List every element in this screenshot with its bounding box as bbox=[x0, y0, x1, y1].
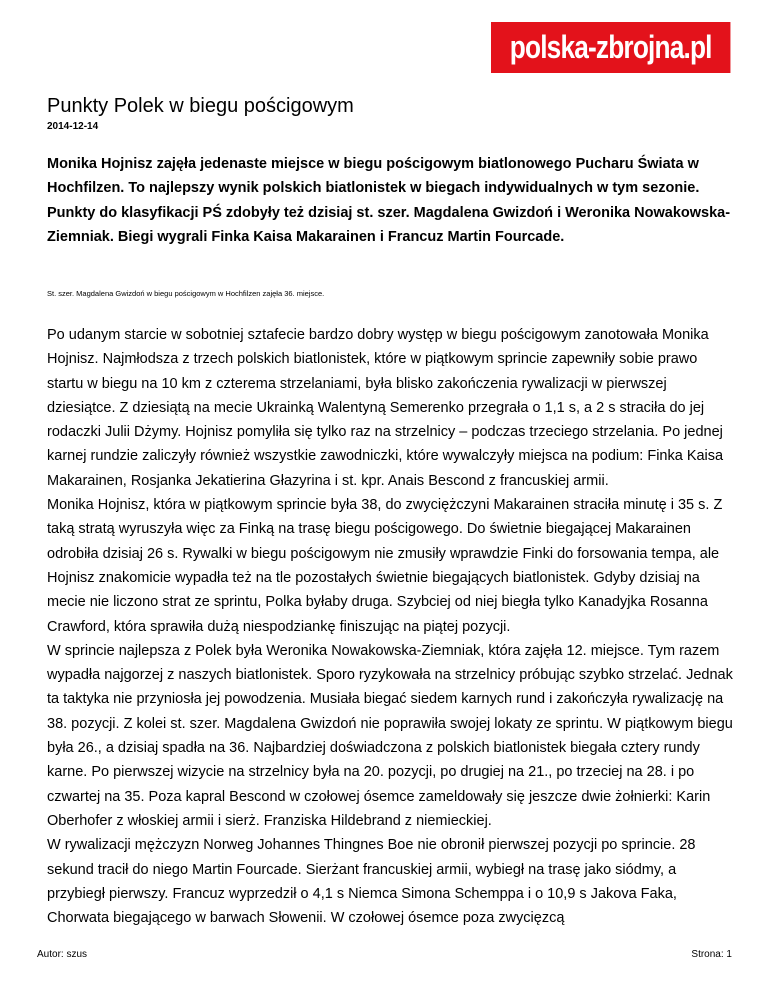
body-paragraph: W sprincie najlepsza z Polek była Weronika Nowakowska-Ziemniak, która zajęła 12. miejsce. Tym razem wypadła najgorzej z naszych biatlonistek. Sporo ryzykowała na strzelnicy próbując szybko strzelać. Jednak ta taktyka nie przyniosła jej powodzenia. Musiała biegać siedem karnych rund i zakończyła rywalizację na 38. pozycji. Z kolei st. szer. Magdalena Gwizdoń nie poprawiła swojej lokaty ze sprintu. W piątkowym biegu była 26., a dzisiaj spadła na 36. Najbardziej doświadczona z polskich biatlonistek biegała cztery rundy karne. Po pierwszej wizycie na strzelnicy była na 20. pozycji, po drugiej na 21., po trzeciej na 28. i po czwartej na 35. Poza kapral Bescond w czołowej ósemce zameldowały się jeszcze dwie żołnierki: Karin Oberhofer z włoskiej armii i sierż. Franziska Hildebrand z niemieckiej. bbox=[47, 642, 733, 829]
site-logo[interactable]: polska-zbrojna.pl bbox=[491, 22, 730, 73]
article-body bbox=[47, 323, 737, 937]
footer-page-number: Strona: 1 bbox=[691, 949, 732, 960]
photo-caption: St. szer. Magdalena Gwizdoń w biegu pościgowym w Hochfilzen zajęła 36. miejsce. bbox=[47, 289, 325, 298]
article-date: 2014-12-14 bbox=[47, 121, 99, 132]
body-paragraph: W rywalizacji mężczyzn Norweg Johannes Thingnes Boe nie obronił pierwszej pozycji po sprincie. 28 sekund tracił do niego Martin Fourcade. Sierżant francuskiej armii, wybiegł na trasę jako siódmy, a przybiegł pierwszy. Francuz wyprzedził o 4,1 s Niemca Simona Schemppa i o 10,9 s Jakova Faka, Chorwata biegającego w barwach Słowenii. W czołowej ósemce poza zwycięzcą bbox=[47, 837, 696, 927]
article-title: Punkty Polek w biegu pościgowym bbox=[47, 95, 354, 117]
footer-author: Autor: szus bbox=[37, 949, 88, 960]
article-lead: Monika Hojnisz zajęła jedenaste miejsce w biegu pościgowym biatlonowego Pucharu Świata w Hochfilzen. To najlepszy wynik polskich biatlonistek w biegach indywidualnych w tym sezonie. Punkty do klasyfikacji PŚ zdobyły też dzisiaj st. szer. Magdalena Gwizdoń i Weronika Nowakowska-Ziemniak. Biegi wygrali Finka Kaisa Makarainen i Francuz Martin Fourcade. bbox=[47, 156, 731, 245]
body-paragraph: Po udanym starcie w sobotniej sztafecie bardzo dobry występ w biegu pościgowym zanotowała Monika Hojnisz. Najmłodsza z trzech polskich biatlonistek, które w piątkowym sprincie zapewniły sobie prawo startu w biegu na 10 km z czterema strzelaniami, była blisko zakończenia rywalizacji w pierwszej dziesiątce. Z dziesiątą na mecie Ukrainką Walentyną Semerenko przegrała o 1,1 s, a 2 s straciła do jej rodaczki Julii Dżymy. Hojnisz pomyliła się tylko raz na strzelnicy – podczas trzeciego strzelania. Po jednej karnej rundzie zaliczyły również wszystkie zawodniczki, które wywalczyły miejsca na podium: Finka Kaisa Makarainen, Rosjanka Jekatierina Głazyrina i st. kpr. Anais Bescond z francuskiej armii. bbox=[47, 327, 724, 489]
body-paragraph: Monika Hojnisz, która w piątkowym sprincie była 38, do zwyciężczyni Makarainen straciła minutę i 35 s. Z taką stratą wyruszyła więc za Finką na trasę biegu pościgowego. Do świetnie biegającej Makarainen odrobiła dzisiaj 26 s. Rywalki w biegu pościgowym nie zmusiły wprawdzie Finki do forsowania tempa, ale Hojnisz znakomicie wypadła też na tle pozostałych świetnie biegających biatlonistek. Gdyby dzisiaj na mecie nie liczono strat ze sprintu, Polka byłaby druga. Szybciej od niej biegła tylko Kanadyjka Rosanna Crawford, która sprawiła dużą niespodziankę finiszując na piątej pozycji. bbox=[47, 497, 723, 635]
